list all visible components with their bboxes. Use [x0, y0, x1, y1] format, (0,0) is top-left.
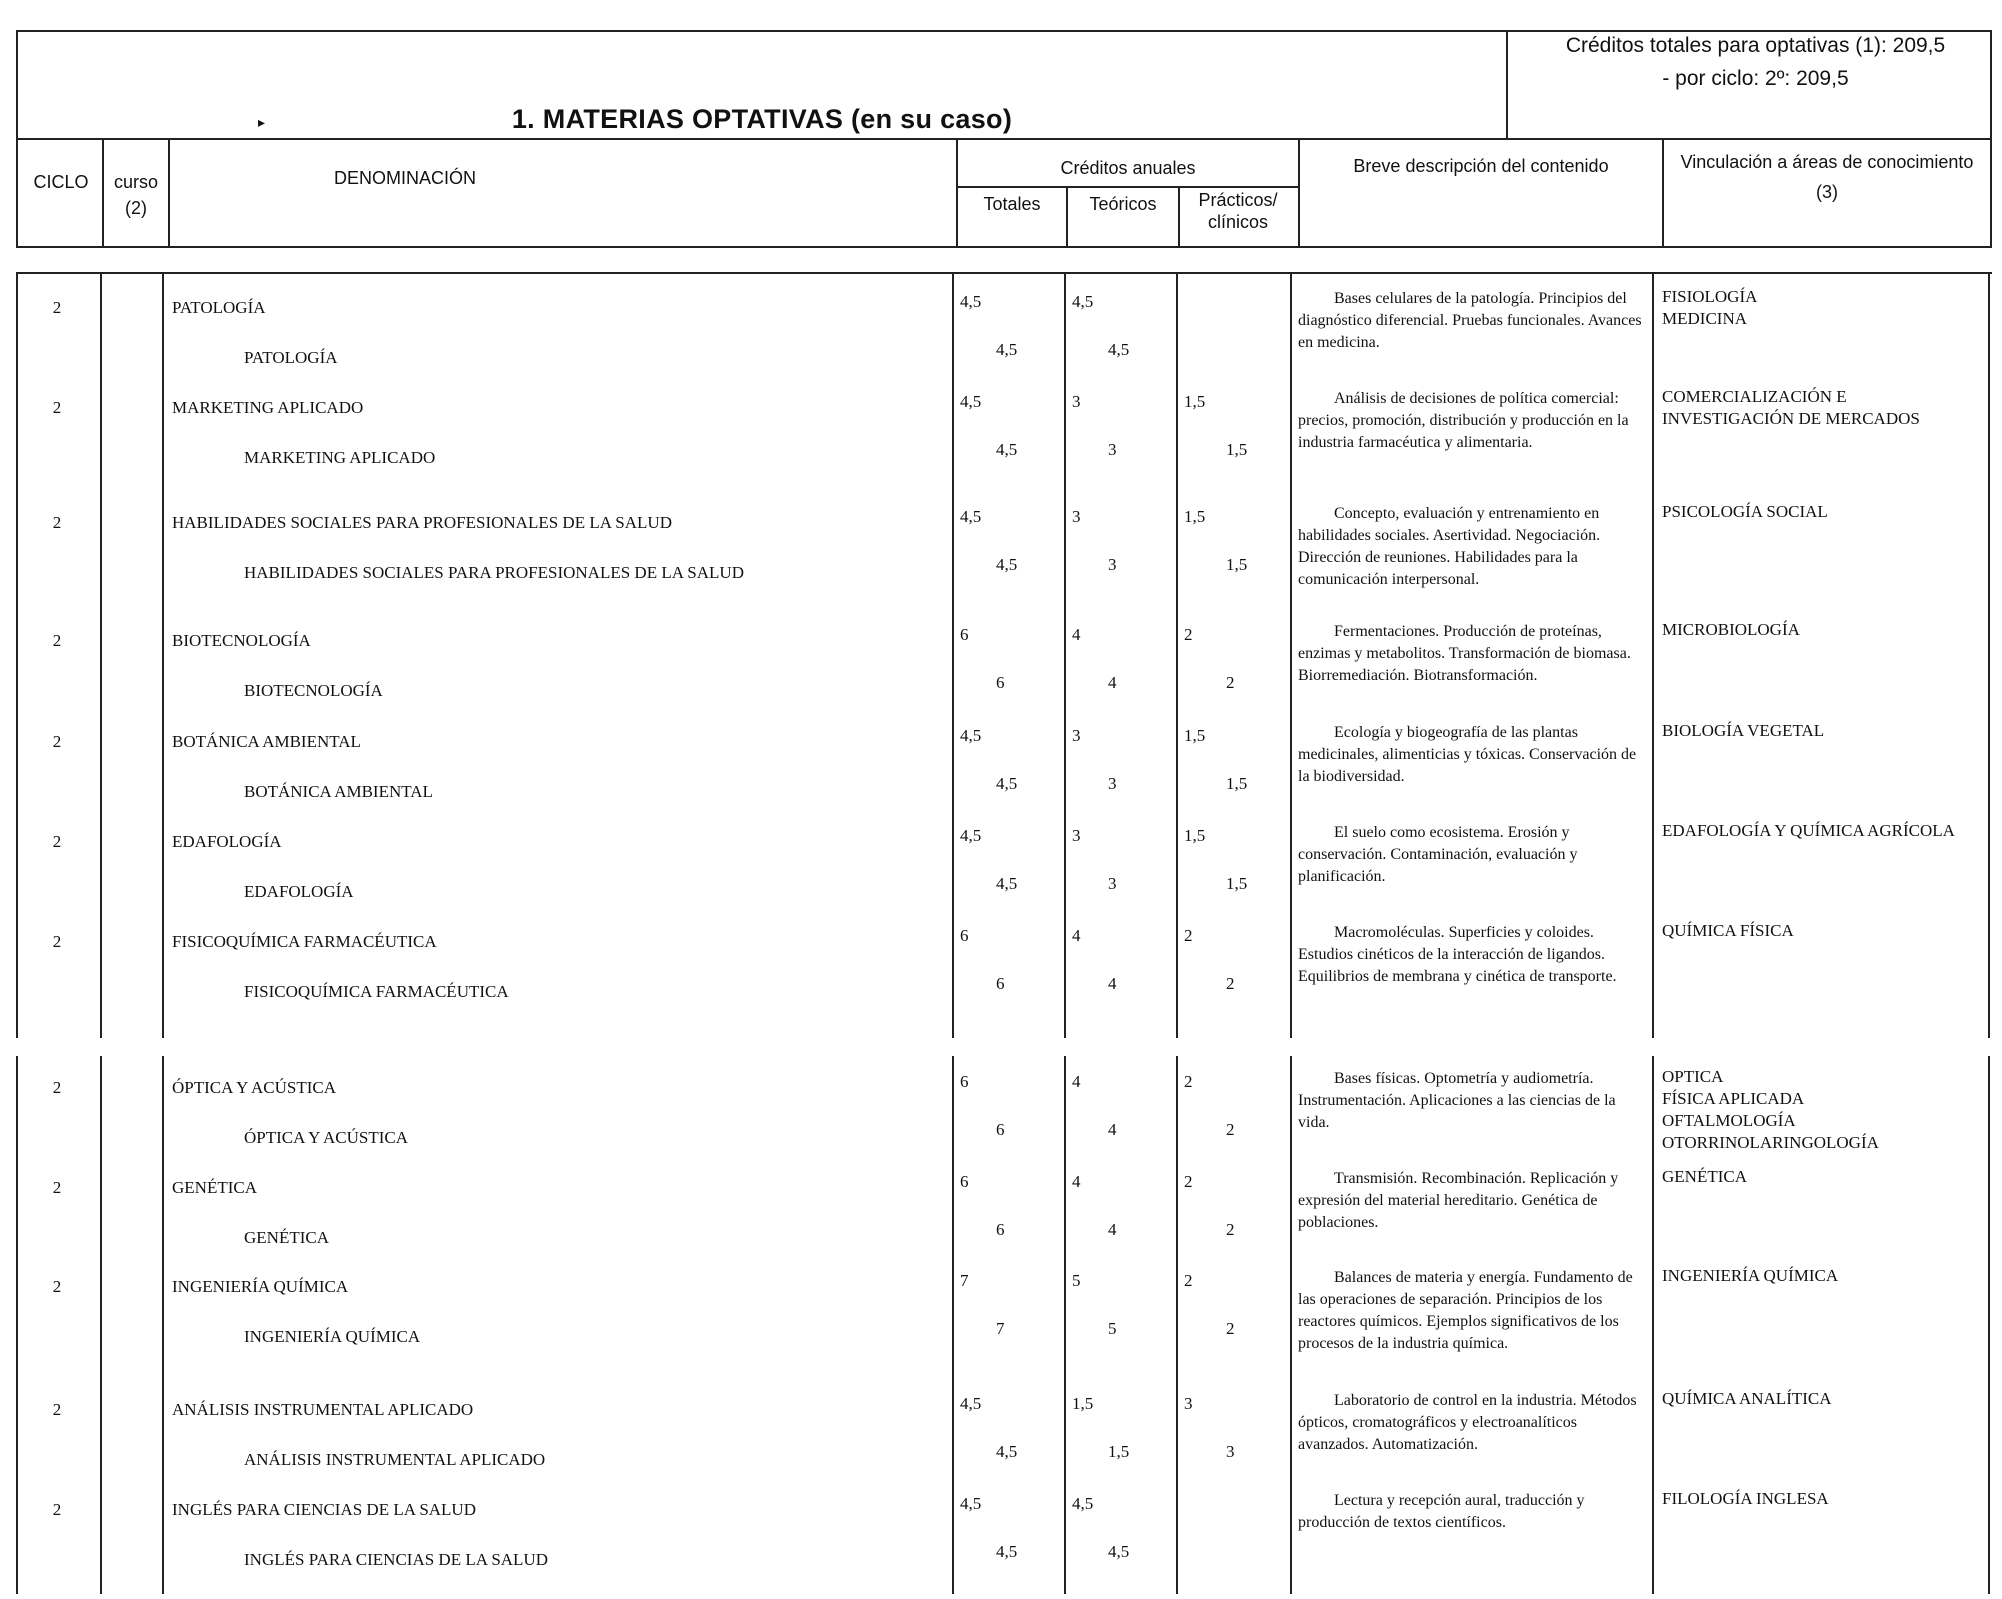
- header-divider: [18, 138, 1990, 140]
- row-subject-totales: 7: [996, 1319, 1005, 1338]
- row-subject-teoricos: 3: [1108, 874, 1117, 893]
- row-teoricos: 4,5: [1072, 1494, 1094, 1513]
- row-description: Análisis de decisiones de política comercial: precios, promoción, distribución y producción en la industria farmacéutica y alimentaria.: [1298, 390, 1629, 451]
- col-line: [952, 274, 954, 1594]
- row-teoricos: 3: [1072, 507, 1081, 526]
- row-practicos: 1,5: [1184, 392, 1206, 411]
- col-line: [1988, 274, 1990, 1594]
- row-teoricos: 4: [1072, 1072, 1081, 1091]
- row-area: FISIOLOGÍA MEDICINA: [1662, 287, 1758, 328]
- row-subject-teoricos: 4,5: [1108, 1542, 1130, 1561]
- row-practicos: 2: [1184, 1172, 1193, 1191]
- row-subject-practicos: 2: [1226, 1319, 1235, 1338]
- credits-divider: [1506, 32, 1508, 138]
- col-curso: curso: [113, 172, 158, 192]
- row-subject-totales: 4,5: [996, 1542, 1018, 1561]
- row-teoricos: 4: [1072, 926, 1081, 945]
- row-subject-practicos: 2: [1226, 1120, 1235, 1139]
- row-name: BIOTECNOLOGÍA: [172, 631, 311, 650]
- row-ciclo: 2: [52, 398, 62, 417]
- credits-subheader-line: [956, 186, 1298, 188]
- row-ciclo: 2: [52, 1500, 62, 1519]
- row-subject-teoricos: 5: [1108, 1319, 1117, 1338]
- row-name: MARKETING APLICADO: [172, 398, 364, 417]
- row-subject-name: ANÁLISIS INSTRUMENTAL APLICADO: [244, 1450, 546, 1469]
- col-practicos-2: clínicos: [1207, 212, 1269, 232]
- row-teoricos: 4,5: [1072, 292, 1094, 311]
- row-subject-teoricos: 1,5: [1108, 1442, 1130, 1461]
- row-subject-teoricos: 4: [1108, 974, 1117, 993]
- row-subject-practicos: 1,5: [1226, 874, 1248, 893]
- row-area: MICROBIOLOGÍA: [1662, 620, 1800, 639]
- row-subject-practicos: 2: [1226, 673, 1235, 692]
- row-description: Concepto, evaluación y entrenamiento en habilidades sociales. Asertividad. Negociación. Dirección de reuniones. Habilidades para la comunicación interpersonal.: [1298, 505, 1601, 588]
- col-divider: [102, 140, 104, 246]
- row-subject-name: HABILIDADES SOCIALES PARA PROFESIONALES DE LA SALUD: [244, 563, 744, 582]
- row-ciclo: 2: [52, 732, 62, 751]
- col-teoricos: Teóricos: [1089, 194, 1157, 214]
- row-subject-name: EDAFOLOGÍA: [244, 882, 354, 901]
- row-description: El suelo como ecosistema. Erosión y conservación. Contaminación, evaluación y planificación.: [1298, 824, 1578, 885]
- row-subject-totales: 6: [996, 974, 1005, 993]
- col-creditos: Créditos anuales: [1060, 158, 1196, 178]
- row-subject-practicos: 3: [1226, 1442, 1235, 1461]
- arrow-mark: ▸: [258, 114, 266, 130]
- row-totales: 6: [960, 625, 969, 644]
- row-subject-teoricos: 4: [1108, 1220, 1117, 1239]
- row-area: FILOLOGÍA INGLESA: [1662, 1489, 1829, 1508]
- row-practicos: 1,5: [1184, 507, 1206, 526]
- row-ciclo: 2: [52, 1277, 62, 1296]
- row-practicos: 2: [1184, 1271, 1193, 1290]
- row-teoricos: 4: [1072, 625, 1081, 644]
- row-practicos: 2: [1184, 1072, 1193, 1091]
- row-ciclo: 2: [52, 832, 62, 851]
- row-ciclo: 2: [52, 1178, 62, 1197]
- row-teoricos: 3: [1072, 826, 1081, 845]
- col-line: [162, 274, 164, 1594]
- page-break-gap: [12, 1038, 2002, 1056]
- col-ciclo: CICLO: [33, 172, 89, 192]
- col-curso-note: (2): [125, 198, 147, 218]
- row-totales: 4,5: [960, 392, 982, 411]
- row-subject-totales: 4,5: [996, 440, 1018, 459]
- row-subject-name: INGLÉS PARA CIENCIAS DE LA SALUD: [244, 1550, 548, 1569]
- row-totales: 4,5: [960, 1494, 982, 1513]
- row-description: Ecología y biogeografía de las plantas medicinales, alimenticias y tóxicas. Conservación de la biodiversidad.: [1298, 724, 1637, 785]
- row-description: Laboratorio de control en la industria. Métodos ópticos, cromatográficos y electroanalíticos avanzados. Automatización.: [1298, 1392, 1637, 1453]
- row-subject-name: MARKETING APLICADO: [244, 448, 436, 467]
- row-totales: 4,5: [960, 507, 982, 526]
- row-name: ANÁLISIS INSTRUMENTAL APLICADO: [172, 1400, 474, 1419]
- row-subject-practicos: 1,5: [1226, 440, 1248, 459]
- row-name: PATOLOGÍA: [172, 298, 266, 317]
- row-subject-name: INGENIERÍA QUÍMICA: [244, 1327, 421, 1346]
- header-box: [16, 30, 1992, 248]
- row-ciclo: 2: [52, 631, 62, 650]
- row-description: Balances de materia y energía. Fundamento de las operaciones de separación. Principios de los reactores químicos. Ejemplos significativos de los procesos de la industria química.: [1298, 1269, 1633, 1352]
- col-line: [1064, 274, 1066, 1594]
- row-name: BOTÁNICA AMBIENTAL: [172, 732, 361, 751]
- row-name: EDAFOLOGÍA: [172, 832, 282, 851]
- row-area: OPTICA FÍSICA APLICADA OFTALMOLOGÍA OTORRINOLARINGOLOGÍA: [1662, 1067, 1879, 1152]
- row-area: PSICOLOGÍA SOCIAL: [1662, 502, 1828, 521]
- row-subject-practicos: 1,5: [1226, 555, 1248, 574]
- row-subject-name: PATOLOGÍA: [244, 348, 338, 367]
- row-ciclo: 2: [52, 1078, 62, 1097]
- row-subject-name: GENÉTICA: [244, 1228, 329, 1247]
- row-name: GENÉTICA: [172, 1178, 257, 1197]
- row-description: Bases celulares de la patología. Principios del diagnóstico diferencial. Pruebas funcionales. Avances en medicina.: [1298, 290, 1642, 351]
- row-subject-name: BIOTECNOLOGÍA: [244, 681, 383, 700]
- col-practicos: Prácticos/: [1198, 190, 1278, 210]
- row-subject-teoricos: 3: [1108, 555, 1117, 574]
- row-totales: 6: [960, 926, 969, 945]
- row-subject-totales: 4,5: [996, 774, 1018, 793]
- col-vinculacion: Vinculación a áreas de conocimiento: [1680, 152, 1974, 172]
- row-totales: 4,5: [960, 1394, 982, 1413]
- row-totales: 4,5: [960, 292, 982, 311]
- row-description: Lectura y recepción aural, traducción y producción de textos científicos.: [1298, 1492, 1585, 1531]
- row-practicos: 1,5: [1184, 726, 1206, 745]
- row-practicos: 2: [1184, 926, 1193, 945]
- row-description: Bases físicas. Optometría y audiometría. Instrumentación. Aplicaciones a las ciencias de la vida.: [1298, 1070, 1616, 1131]
- col-line: [1290, 274, 1292, 1594]
- row-ciclo: 2: [52, 932, 62, 951]
- col-line: [100, 274, 102, 1594]
- credits-total: Créditos totales para optativas (1): 209,5: [1565, 34, 1946, 57]
- row-description: Transmisión. Recombinación. Replicación y expresión del material hereditario. Genética de poblaciones.: [1298, 1170, 1619, 1231]
- row-description: Macromoléculas. Superficies y coloides. Estudios cinéticos de la interacción de ligandos. Equilibrios de membrana y cinética de transporte.: [1298, 924, 1617, 985]
- row-subject-teoricos: 4,5: [1108, 340, 1130, 359]
- row-practicos: 3: [1184, 1394, 1193, 1413]
- col-denominacion: DENOMINACIÓN: [333, 168, 476, 188]
- col-descripcion: Breve descripción del contenido: [1353, 156, 1609, 176]
- row-subject-totales: 4,5: [996, 1442, 1018, 1461]
- row-area: COMERCIALIZACIÓN E INVESTIGACIÓN DE MERCADOS: [1662, 387, 1920, 428]
- row-area: QUÍMICA FÍSICA: [1662, 921, 1794, 940]
- row-subject-name: ÓPTICA Y ACÚSTICA: [244, 1128, 409, 1147]
- row-ciclo: 2: [52, 1400, 62, 1419]
- row-ciclo: 2: [52, 513, 62, 532]
- row-subject-teoricos: 3: [1108, 774, 1117, 793]
- col-line: [1652, 274, 1654, 1594]
- col-line: [16, 274, 18, 1594]
- row-totales: 4,5: [960, 726, 982, 745]
- row-subject-practicos: 2: [1226, 974, 1235, 993]
- row-area: BIOLOGÍA VEGETAL: [1662, 721, 1825, 740]
- col-vinculacion-note: (3): [1816, 182, 1838, 202]
- row-subject-practicos: 2: [1226, 1220, 1235, 1239]
- row-teoricos: 1,5: [1072, 1394, 1094, 1413]
- col-totales: Totales: [983, 194, 1041, 214]
- col-line: [1176, 274, 1178, 1594]
- col-divider: [956, 140, 958, 246]
- row-subject-totales: 4,5: [996, 340, 1018, 359]
- row-teoricos: 3: [1072, 726, 1081, 745]
- row-area: EDAFOLOGÍA Y QUÍMICA AGRÍCOLA: [1662, 821, 1955, 840]
- credits-cycle: - por ciclo: 2º: 209,5: [1662, 67, 1849, 90]
- row-subject-totales: 4,5: [996, 874, 1018, 893]
- row-practicos: 1,5: [1184, 826, 1206, 845]
- row-totales: 7: [960, 1271, 969, 1290]
- row-subject-name: BOTÁNICA AMBIENTAL: [244, 782, 433, 801]
- row-ciclo: 2: [52, 298, 62, 317]
- col-divider: [168, 140, 170, 246]
- row-name: INGENIERÍA QUÍMICA: [172, 1277, 349, 1296]
- row-name: HABILIDADES SOCIALES PARA PROFESIONALES DE LA SALUD: [172, 513, 672, 532]
- row-teoricos: 5: [1072, 1271, 1081, 1290]
- row-area: QUÍMICA ANALÍTICA: [1662, 1389, 1832, 1408]
- row-subject-teoricos: 4: [1108, 1120, 1117, 1139]
- row-totales: 4,5: [960, 826, 982, 845]
- row-totales: 6: [960, 1172, 969, 1191]
- page-title: 1. MATERIAS OPTATIVAS (en su caso): [511, 104, 1013, 134]
- row-name: FISICOQUÍMICA FARMACÉUTICA: [172, 932, 437, 951]
- row-teoricos: 3: [1072, 392, 1081, 411]
- row-subject-teoricos: 3: [1108, 440, 1117, 459]
- row-subject-practicos: 1,5: [1226, 774, 1248, 793]
- row-subject-totales: 4,5: [996, 555, 1018, 574]
- row-area: GENÉTICA: [1662, 1167, 1747, 1186]
- row-subject-totales: 6: [996, 673, 1005, 692]
- row-subject-teoricos: 4: [1108, 673, 1117, 692]
- row-subject-totales: 6: [996, 1120, 1005, 1139]
- row-subject-totales: 6: [996, 1220, 1005, 1239]
- optativas-table: [16, 272, 1992, 1594]
- row-name: ÓPTICA Y ACÚSTICA: [172, 1078, 337, 1097]
- row-area: INGENIERÍA QUÍMICA: [1662, 1266, 1839, 1285]
- row-practicos: 2: [1184, 625, 1193, 644]
- row-description: Fermentaciones. Producción de proteínas, enzimas y metabolitos. Transformación de biomasa. Biorremediación. Biotransformación.: [1298, 623, 1631, 684]
- row-totales: 6: [960, 1072, 969, 1091]
- row-name: INGLÉS PARA CIENCIAS DE LA SALUD: [172, 1500, 476, 1519]
- row-teoricos: 4: [1072, 1172, 1081, 1191]
- row-subject-name: FISICOQUÍMICA FARMACÉUTICA: [244, 982, 509, 1001]
